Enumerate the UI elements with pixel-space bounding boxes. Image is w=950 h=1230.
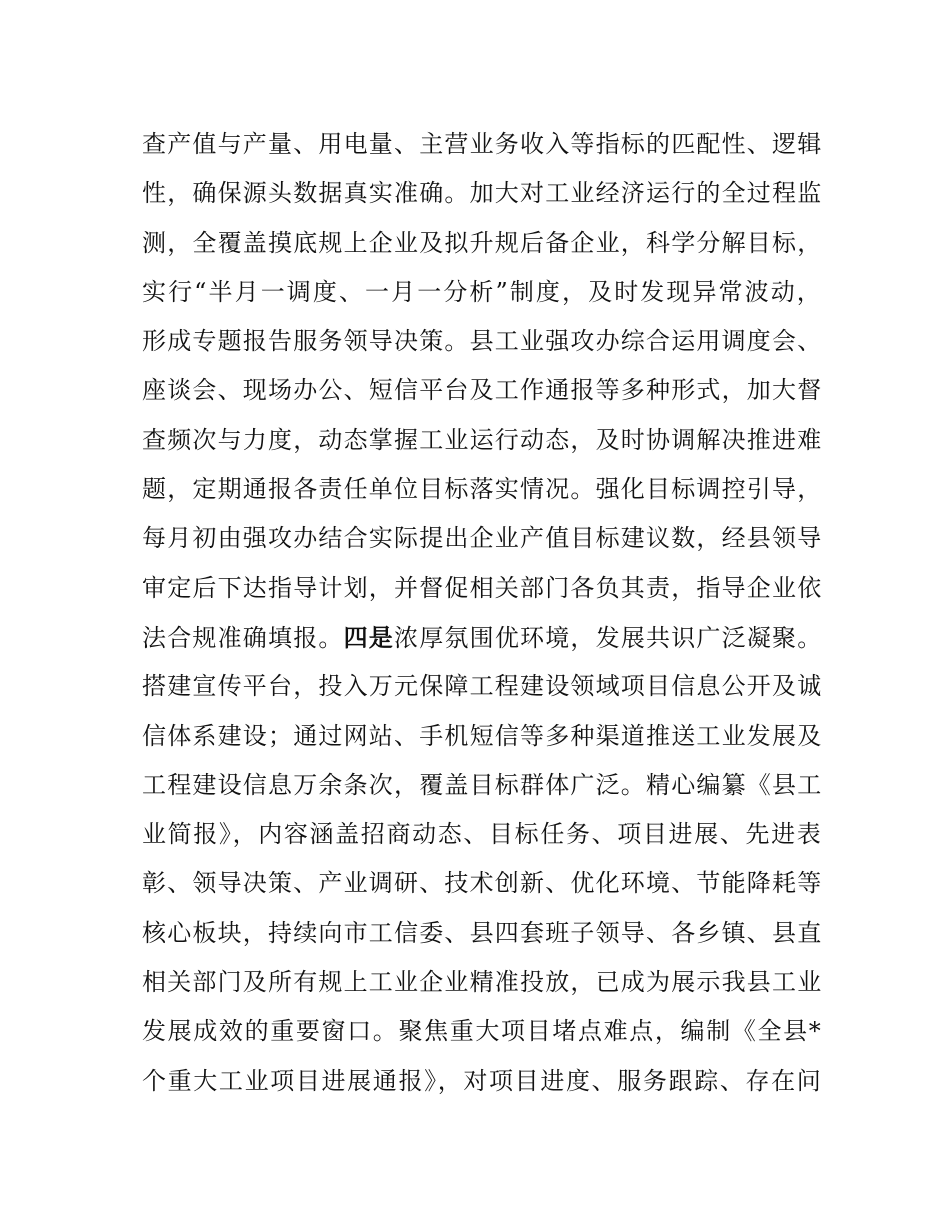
text-line-15: 业简报》，内容涵盖招商动态、目标任务、项目进展、先进表: [142, 820, 822, 849]
text-line-1: 查产值与产量、用电量、主营业务收入等指标的匹配性、逻辑: [142, 130, 823, 158]
text-line-9: 每月初由强攻办结合实际提出企业产值目标建议数，经县领导: [142, 524, 823, 553]
text-line-5: 形成专题报告服务领导决策。县工业强攻办综合运用调度会、: [142, 327, 823, 356]
text-line-19: 发展成效的重要窗口。聚焦重大项目堵点难点，编制《全县*: [142, 1017, 822, 1046]
document-body: [142, 120, 822, 1106]
text-line-2: 性，确保源头数据真实准确。加大对工业经济运行的全过程监: [142, 179, 823, 208]
text-line-14: 工程建设信息万余条次，覆盖目标群体广泛。精心编纂《县工: [142, 770, 823, 799]
text-line-11: [142, 613, 822, 662]
text-line-4: 实行“半月一调度、一月一分析”制度，及时发现异常波动，: [142, 277, 822, 306]
text-line-11-end: 浓厚氛围优环境，发展共识广泛凝聚。: [394, 623, 823, 652]
section-marker-four: 四是: [343, 622, 395, 652]
text-line-6: 座谈会、现场办公、短信平台及工作通报等多种形式，加大督: [142, 376, 823, 405]
text-line-11-start: 法合规准确填报。: [142, 623, 344, 652]
text-line-3: 测，全覆盖摸底规上企业及拟升规后备企业，科学分解目标，: [142, 228, 823, 257]
text-line-8: 题，定期通报各责任单位目标落实情况。强化目标调控引导，: [142, 475, 823, 504]
text-line-17: 核心板块，持续向市工信委、县四套班子领导、各乡镇、县直: [142, 918, 823, 947]
text-line-7: 查频次与力度，动态掌握工业运行动态，及时协调解决推进难: [142, 425, 823, 454]
text-line-12: 搭建宣传平台，投入万元保障工程建设领域项目信息公开及诚: [142, 672, 823, 701]
text-line-13: 信体系建设；通过网站、手机短信等多种渠道推送工业发展及: [142, 721, 823, 750]
text-line-16: 彰、领导决策、产业调研、技术创新、优化环境、节能降耗等: [142, 869, 823, 898]
text-line-20: 个重大工业项目进展通报》，对项目进度、服务跟踪、存在问: [142, 1066, 822, 1095]
text-line-10: 审定后下达指导计划，并督促相关部门各负其责，指导企业依: [142, 573, 823, 602]
text-line-18: 相关部门及所有规上工业企业精准投放，已成为展示我县工业: [142, 968, 823, 997]
